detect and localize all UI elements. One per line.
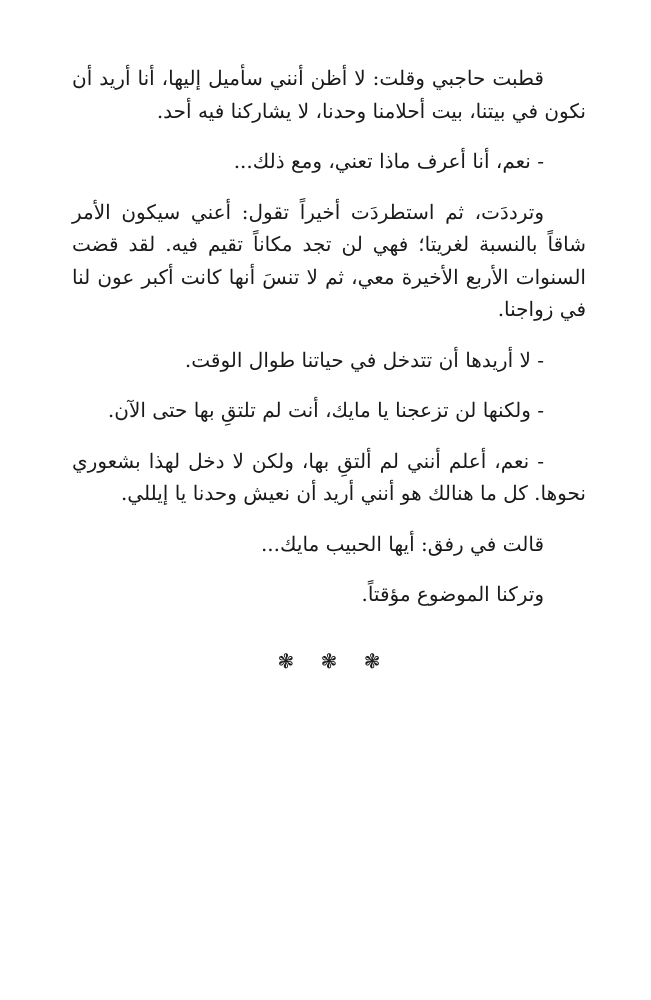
asterism-icon: ❃ [363, 648, 381, 673]
asterism-icon: ❃ [320, 648, 338, 673]
paragraph: قطبت حاجبي وقلت: لا أظن أنني سأميل إليها، أنا أريد أن نكون في بيتنا، بيت أحلامنا وحدنا، لا يشاركنا فيه أحد. [72, 66, 586, 123]
paragraph: - نعم، أنا أعرف ماذا تعني، ومع ذلك... [233, 149, 544, 173]
page-text-block [72, 62, 586, 677]
asterism-icon: ❃ [277, 648, 295, 673]
paragraph: - نعم، أعلم أنني لم ألتقِ بها، ولكن لا دخل لهذا بشعوري نحوها. كل ما هنالك هو أنني أريد أن نعيش وحدنا يا إيللي. [72, 448, 586, 505]
paragraph: - لا أريدها أن تتدخل في حياتنا طوال الوقت. [184, 347, 544, 372]
paragraph: وترددَت، ثم استطردَت أخيراً تقول: أعني سيكون الأمر شاقاً بالنسبة لغريتا؛ فهي لن تجد مكاناً تقيم فيه. لقد قضت السنوات الأربع الأخيرة معي، ثم لا تنسَ أنها كانت أكبر عون لنا في زواجنا. [72, 199, 586, 321]
paragraph: - ولكنها لن تزعجنا يا مايك، أنت لم تلتقِ بها حتى الآن. [107, 398, 544, 422]
section-break-ornament [72, 645, 586, 678]
paragraph: قالت في رفق: أيها الحبيب مايك... [260, 531, 544, 556]
paragraph: وتركنا الموضوع مؤقتاً. [361, 582, 544, 606]
